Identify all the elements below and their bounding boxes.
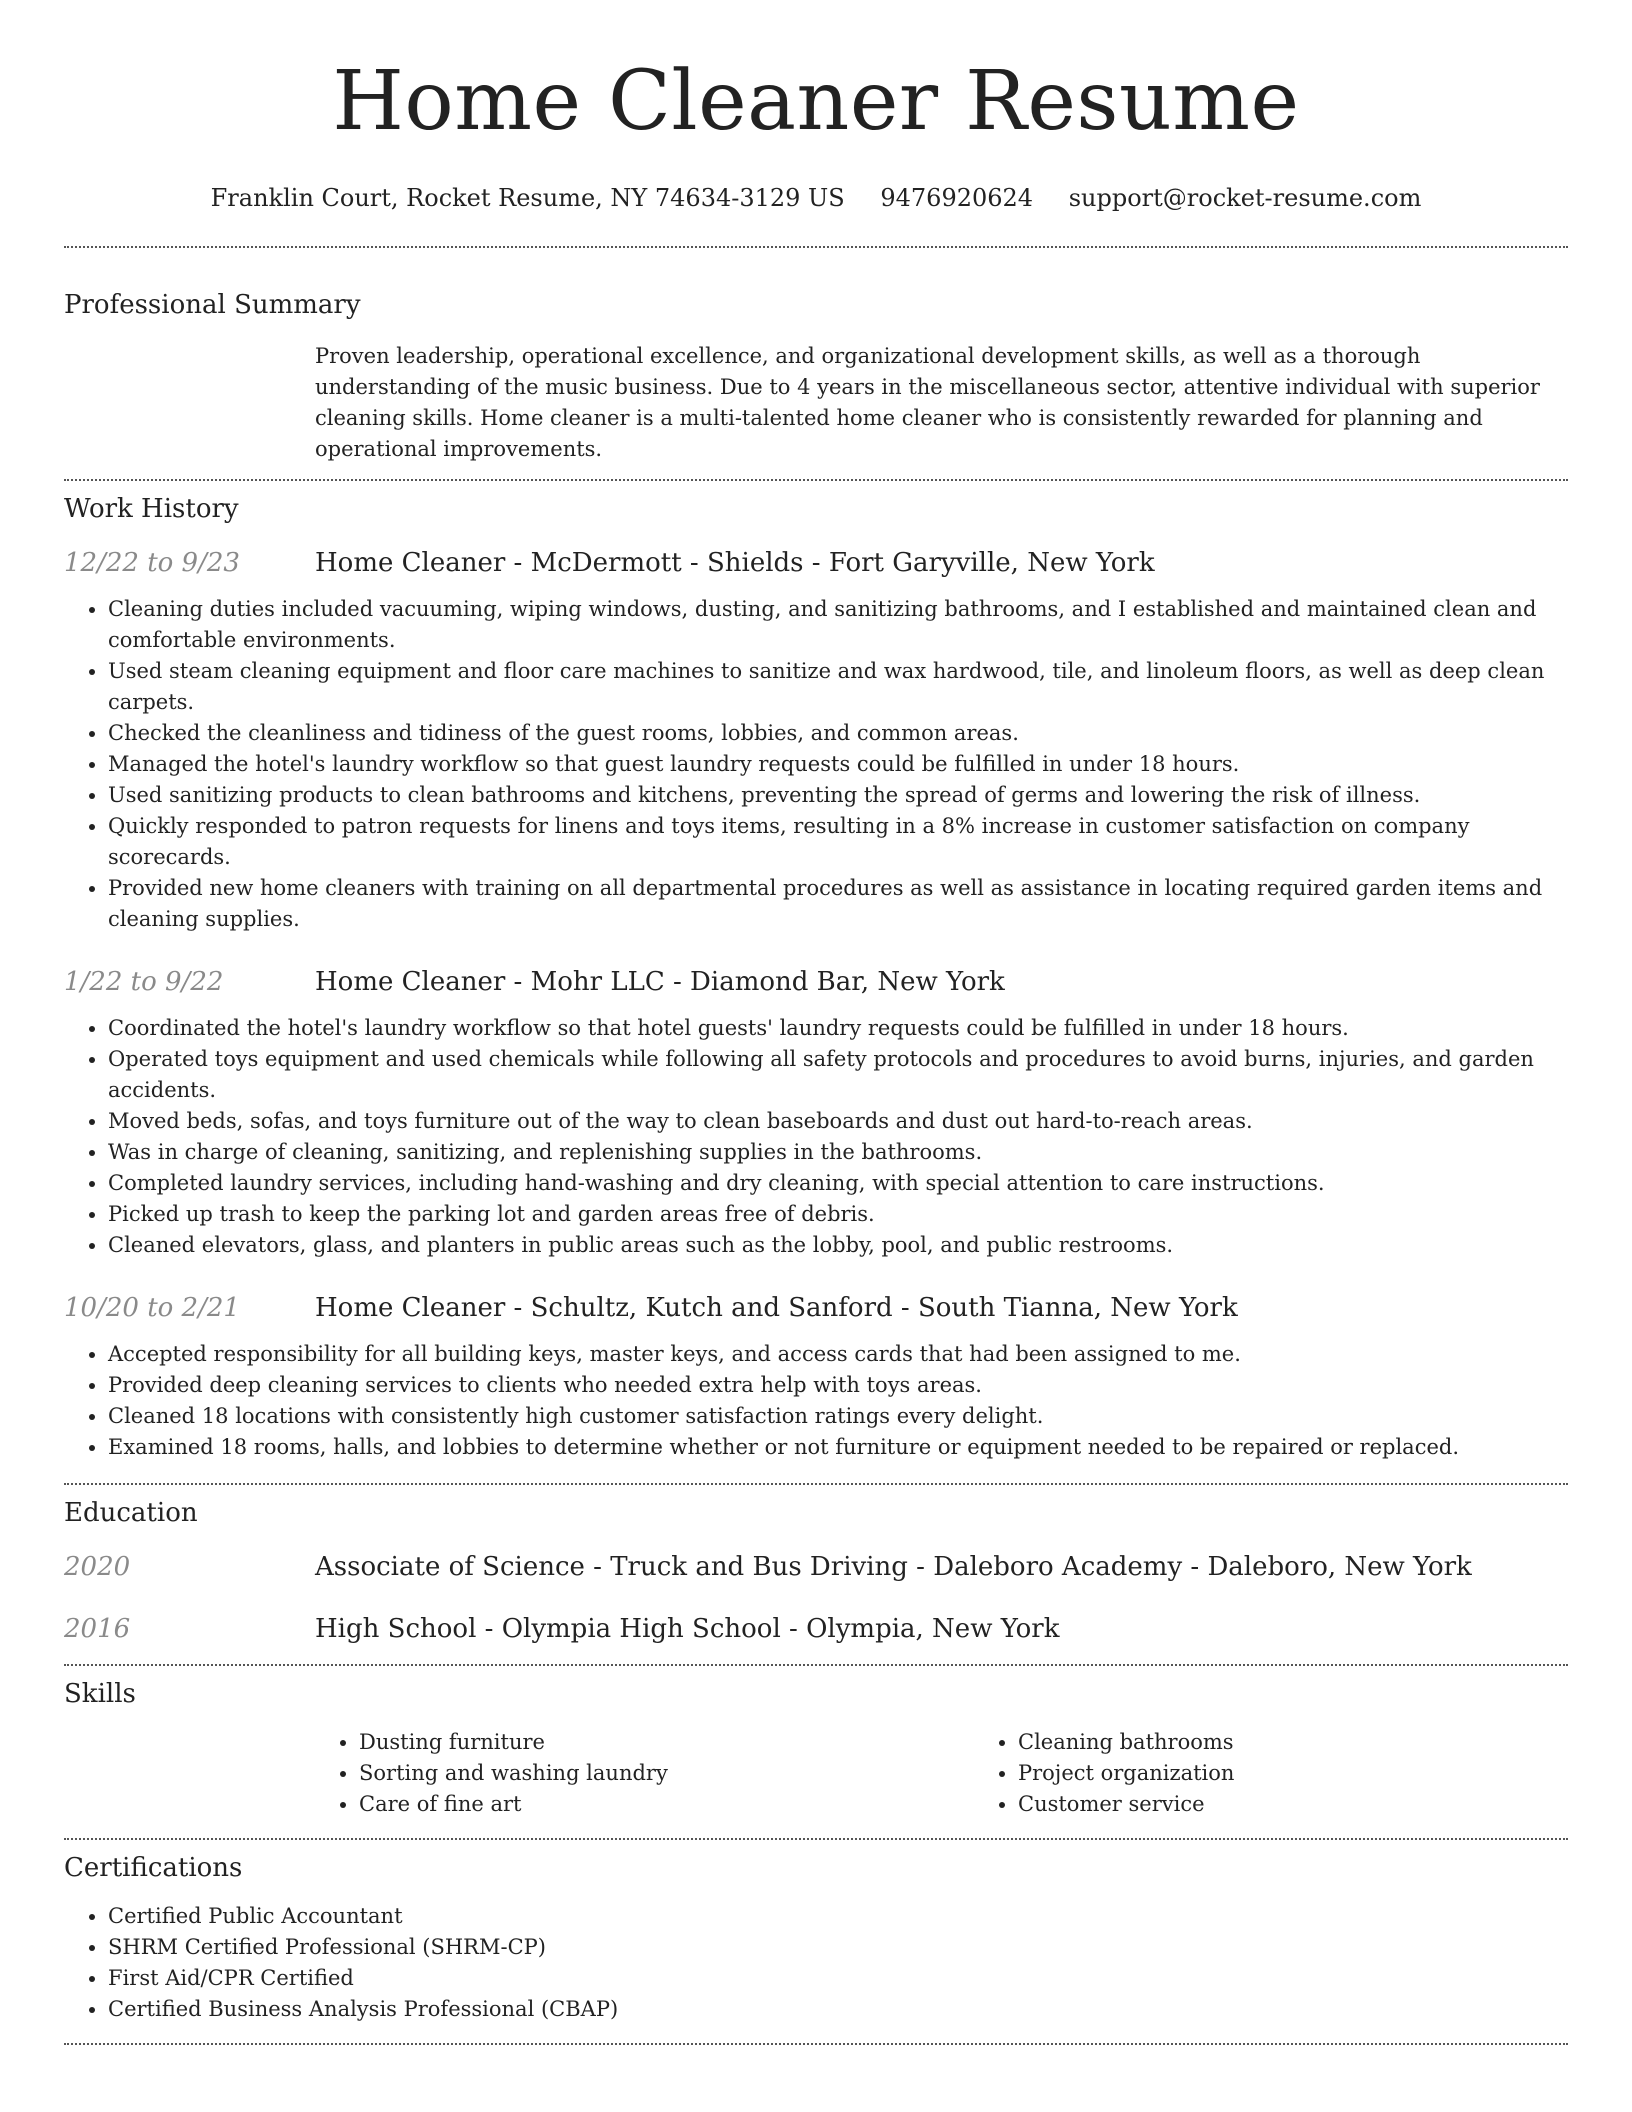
certification-item: • Certified Public Accountant — [108, 1901, 1568, 1932]
skill-item: • Project organization — [1018, 1758, 1632, 1789]
divider — [64, 1838, 1568, 1840]
job-title: Home Cleaner - Mohr LLC - Diamond Bar, New York — [315, 967, 1005, 997]
divider — [64, 1664, 1568, 1666]
list-item: • Examined 18 rooms, halls, and lobbies to determine whether or not furniture or equipment needed to be repaired or replaced. — [108, 1432, 1568, 1463]
resume-title: Home Cleaner Resume — [332, 54, 1300, 149]
contact-line — [64, 182, 1568, 214]
skill-item: • Cleaning bathrooms — [1018, 1727, 1632, 1758]
education-entry — [64, 1552, 1568, 1582]
list-item: • Provided new home cleaners with training on all departmental procedures as well as assistance in locating required garden items and cleaning supplies. — [108, 873, 1568, 935]
list-item: • Was in charge of cleaning, sanitizing, and replenishing supplies in the bathrooms. — [108, 1137, 1568, 1168]
section-title-certifications: Certifications — [64, 1853, 243, 1883]
education-year: 2016 — [64, 1614, 131, 1644]
list-item: • Provided deep cleaning services to clients who needed extra help with toys areas. — [108, 1370, 1568, 1401]
divider — [64, 479, 1568, 481]
skill-item: • Care of fine art — [359, 1789, 974, 1820]
job-bullets — [64, 1013, 1568, 1261]
divider — [64, 246, 1568, 248]
education-year: 2020 — [64, 1552, 131, 1582]
job-dates: 10/20 to 2/21 — [64, 1293, 240, 1323]
section-title-skills: Skills — [64, 1679, 136, 1709]
contact-phone: 9476920624 — [880, 184, 1034, 212]
education-degree: High School - Olympia High School - Olympia, New York — [315, 1614, 1060, 1644]
section-title-summary: Professional Summary — [64, 290, 361, 320]
job-title: Home Cleaner - Schultz, Kutch and Sanford - South Tianna, New York — [315, 1293, 1238, 1323]
skill-item: • Dusting furniture — [359, 1727, 974, 1758]
skill-item: • Customer service — [1018, 1789, 1632, 1820]
skill-item: • Sorting and washing laundry — [359, 1758, 974, 1789]
divider — [64, 1483, 1568, 1485]
list-item: • Moved beds, sofas, and toys furniture out of the way to clean baseboards and dust out hard-to-reach areas. — [108, 1106, 1568, 1137]
section-title-education: Education — [64, 1498, 198, 1528]
divider — [64, 2043, 1568, 2045]
list-item: • Quickly responded to patron requests for linens and toys items, resulting in a 8% increase in customer satisfaction on company scorecards. — [108, 811, 1568, 873]
contact-email: support@rocket-resume.com — [1068, 184, 1422, 212]
list-item: • Used steam cleaning equipment and floor care machines to sanitize and wax hardwood, tile, and linoleum floors, as well as deep clean carpets. — [108, 656, 1568, 718]
list-item: • Accepted responsibility for all building keys, master keys, and access cards that had been assigned to me. — [108, 1339, 1568, 1370]
job-header — [64, 967, 1568, 997]
job-bullets — [64, 594, 1568, 935]
list-item: • Picked up trash to keep the parking lot and garden areas free of debris. — [108, 1199, 1568, 1230]
education-degree: Associate of Science - Truck and Bus Driving - Daleboro Academy - Daleboro, New York — [315, 1552, 1472, 1582]
list-item: • Checked the cleanliness and tidiness of the guest rooms, lobbies, and common areas. — [108, 718, 1568, 749]
job-header — [64, 1293, 1568, 1323]
list-item: • Used sanitizing products to clean bathrooms and kitchens, preventing the spread of germs and lowering the risk of illness. — [108, 780, 1568, 811]
resume-page — [64, 0, 1568, 2045]
job-bullets — [64, 1339, 1568, 1463]
skills-column-left — [315, 1727, 974, 1820]
job-dates: 1/22 to 9/22 — [64, 967, 224, 997]
list-item: • Cleaning duties included vacuuming, wiping windows, dusting, and sanitizing bathrooms, and I established and maintained clean and comfortable environments. — [108, 594, 1568, 656]
job-header — [64, 548, 1568, 578]
certification-item: • First Aid/CPR Certified — [108, 1963, 1568, 1994]
job-dates: 12/22 to 9/23 — [64, 548, 240, 578]
skills-column-right — [974, 1727, 1632, 1820]
skills-grid — [315, 1727, 1568, 1820]
section-title-work-history: Work History — [64, 494, 239, 524]
list-item: • Cleaned elevators, glass, and planters in public areas such as the lobby, pool, and public restrooms. — [108, 1230, 1568, 1261]
list-item: • Managed the hotel's laundry workflow so that guest laundry requests could be fulfilled in under 18 hours. — [108, 749, 1568, 780]
certification-item: • Certified Business Analysis Professional (CBAP) — [108, 1994, 1568, 2025]
certification-item: • SHRM Certified Professional (SHRM-CP) — [108, 1932, 1568, 1963]
summary-text: Proven leadership, operational excellence, and organizational development skills, as well as a thorough understanding of the music business. Due to 4 years in the miscellaneous sector, attentive individual with superior cleaning skills. Home cleaner is a multi-talented home cleaner who is consistently rewarded for planning and operational improvements. — [315, 344, 1540, 461]
list-item: • Completed laundry services, including hand-washing and dry cleaning, with special attention to care instructions. — [108, 1168, 1568, 1199]
list-item: • Cleaned 18 locations with consistently high customer satisfaction ratings every delight. — [108, 1401, 1568, 1432]
list-item: • Coordinated the hotel's laundry workflow so that hotel guests' laundry requests could be fulfilled in under 18 hours. — [108, 1013, 1568, 1044]
education-entry — [64, 1614, 1568, 1644]
list-item: • Operated toys equipment and used chemicals while following all safety protocols and procedures to avoid burns, injuries, and garden accidents. — [108, 1044, 1568, 1106]
job-title: Home Cleaner - McDermott - Shields - Fort Garyville, New York — [315, 548, 1155, 578]
contact-address: Franklin Court, Rocket Resume, NY 74634-3129 US — [210, 184, 845, 212]
certifications-list — [64, 1901, 1568, 2025]
